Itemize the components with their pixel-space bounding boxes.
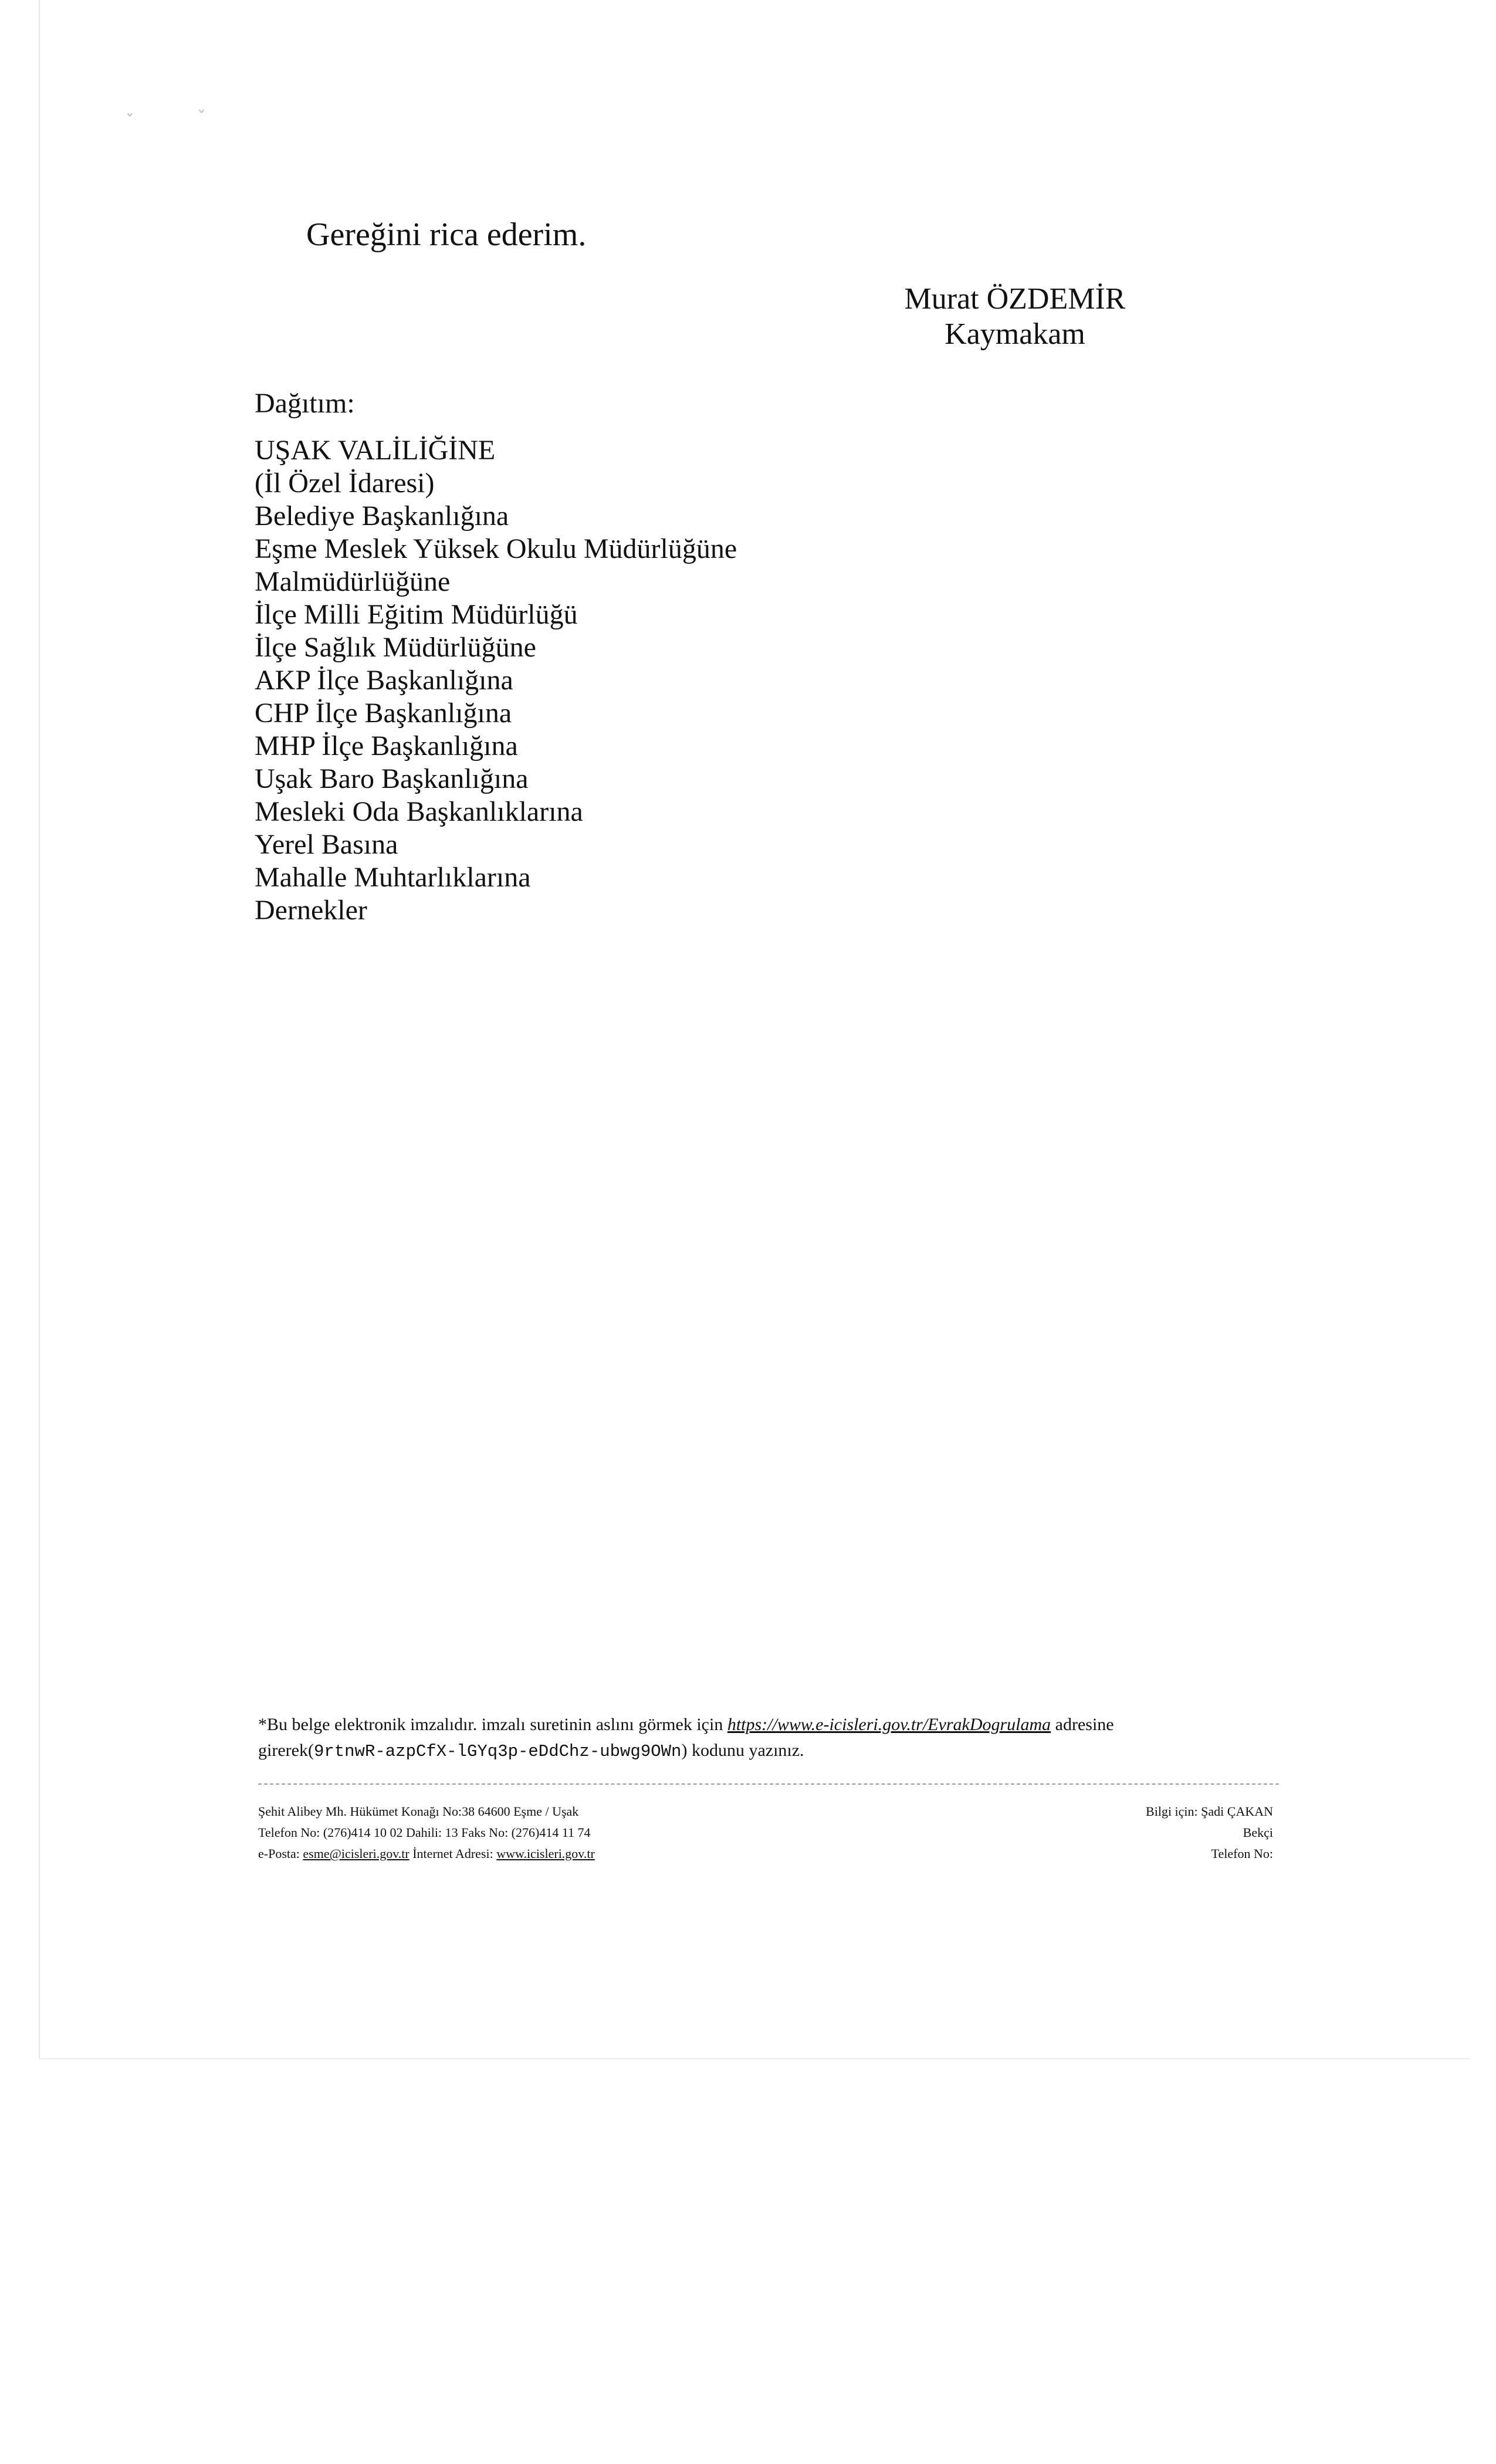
esign-text: ) kodunu yazınız. (681, 1741, 804, 1760)
footer-phone: Telefon No: (276)414 10 02 Dahili: 13 Faks No: (276)414 11 74 (258, 1825, 591, 1840)
footer-divider (258, 1783, 1279, 1785)
web-label: İnternet Adresi: (412, 1846, 493, 1861)
distribution-item: Mahalle Muhtarlıklarına (255, 862, 531, 893)
distribution-item: UŞAK VALİLİĞİNE (255, 435, 496, 466)
scan-edge-left (39, 0, 40, 2059)
signature-block (892, 282, 1138, 352)
distribution-item: Yerel Basına (255, 829, 398, 860)
email-label: e-Posta: (258, 1846, 300, 1861)
esign-text: *Bu belge elektronik imzalıdır. imzalı suretinin aslını görmek için (258, 1715, 723, 1734)
verification-link[interactable]: https://www.e-icisleri.gov.tr/EvrakDogrulama (727, 1715, 1051, 1734)
footer-contact (258, 1801, 595, 1864)
distribution-item: Mesleki Oda Başkanlıklarına (255, 796, 583, 827)
distribution-item: İlçe Milli Eğitim Müdürlüğü (255, 599, 578, 630)
distribution-item: MHP İlçe Başkanlığına (255, 730, 518, 761)
verification-code: 9rtnwR-azpCfX-lGYq3p-eDdChz-ubwg9OWn (313, 1742, 682, 1761)
distribution-item: CHP İlçe Başkanlığına (255, 698, 512, 729)
distribution-list (255, 387, 737, 927)
distribution-item: AKP İlçe Başkanlığına (255, 665, 513, 696)
info-contact-person: Bilgi için: Şadi ÇAKAN (1146, 1804, 1273, 1819)
scan-edge-bottom (39, 2058, 1470, 2059)
footer-email-web (258, 1843, 595, 1864)
signatory-title: Kaymakam (945, 317, 1085, 351)
scan-speck-mark: ˇ (126, 111, 134, 132)
footer-info-contact (1115, 1801, 1273, 1864)
web-link[interactable]: www.icisleri.gov.tr (496, 1846, 595, 1861)
esign-text: girerek( (258, 1741, 314, 1760)
distribution-item: Dernekler (255, 895, 367, 926)
distribution-item: Malmüdürlüğüne (255, 566, 451, 597)
distribution-heading: Dağıtım: (255, 388, 355, 419)
distribution-item: Uşak Baro Başkanlığına (255, 763, 529, 794)
distribution-item: Belediye Başkanlığına (255, 500, 509, 532)
distribution-item: İlçe Sağlık Müdürlüğüne (255, 632, 536, 663)
esign-text: adresine (1055, 1715, 1114, 1734)
closing-sentence: Gereğini rica ederim. (306, 216, 587, 253)
info-contact-role: Bekçi (1243, 1825, 1273, 1840)
distribution-item: Eşme Meslek Yüksek Okulu Müdürlüğüne (255, 533, 737, 564)
footer-address: Şehit Alibey Mh. Hükümet Konağı No:38 64600 Eşme / Uşak (258, 1804, 579, 1819)
scan-speck-mark: ˇ (197, 108, 206, 128)
electronic-signature-note (258, 1712, 1255, 1765)
info-contact-phone: Telefon No: (1211, 1846, 1273, 1861)
email-link[interactable]: esme@icisleri.gov.tr (303, 1846, 409, 1861)
signatory-name: Murat ÖZDEMİR (904, 282, 1126, 316)
distribution-items (255, 434, 737, 927)
distribution-item: (İl Özel İdaresi) (255, 468, 435, 499)
